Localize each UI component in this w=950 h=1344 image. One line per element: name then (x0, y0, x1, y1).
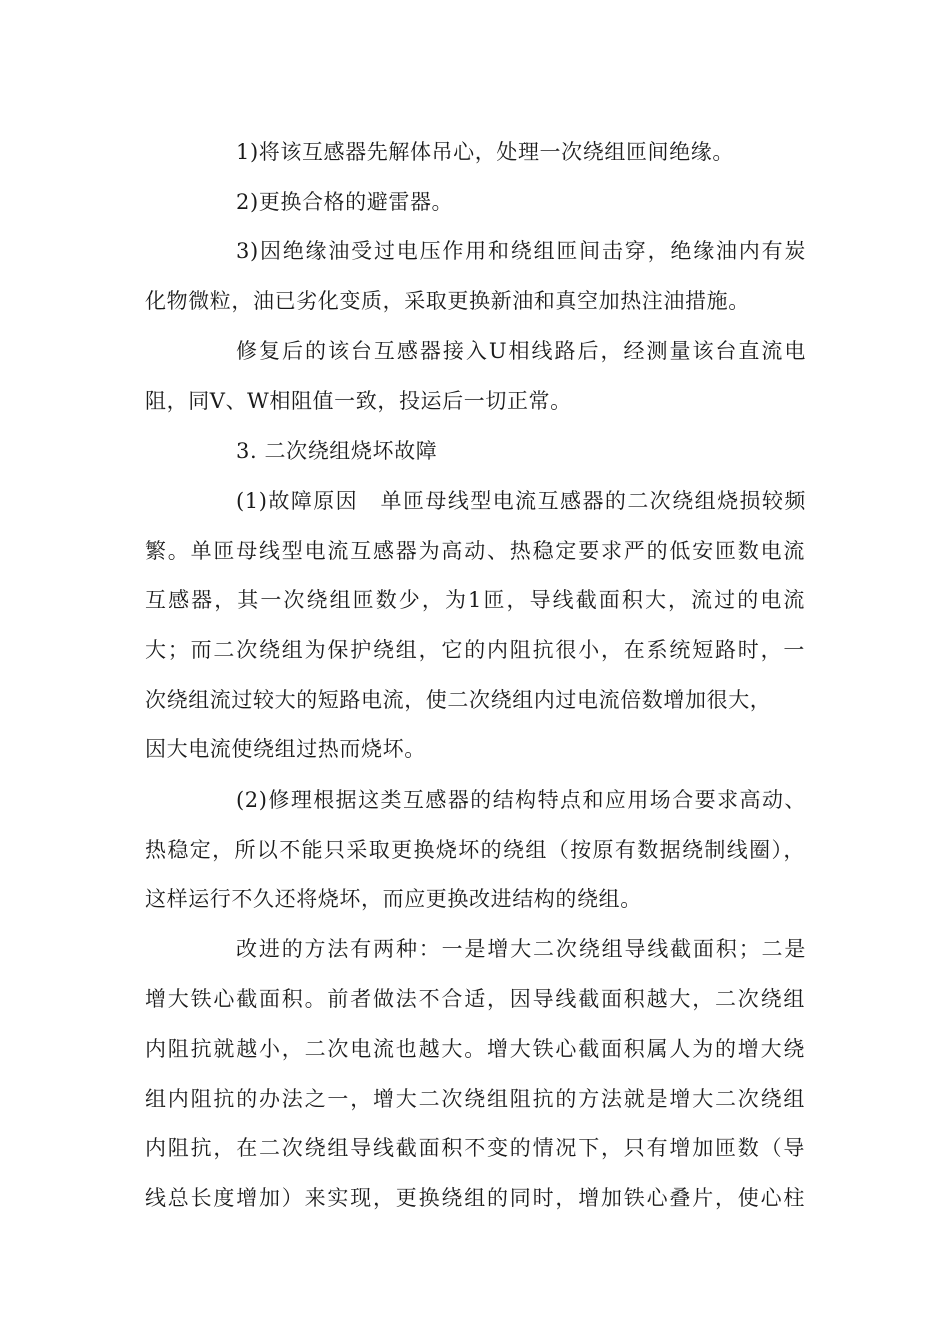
text-line: 组内阻抗的办法之一，增大二次绕组阻抗的方法就是增大二次绕组 (145, 1087, 805, 1111)
text-line: 大；而二次绕组为保护绕组，它的内阻抗很小，在系统短路时，一 (145, 638, 805, 662)
text-line: 这样运行不久还将烧坏，而应更换改进结构的绕组。 (145, 887, 642, 911)
text-line: 繁。单匝母线型电流互感器为高动、热稳定要求严的低安匝数电流 (145, 539, 805, 563)
text-line: 3)因绝缘油受过电压作用和绕组匝间击穿，绝缘油内有炭 (236, 239, 806, 263)
text-line: 内阻抗，在二次绕组导线截面积不变的情况下，只有增加匝数（导 (145, 1136, 805, 1160)
text-line: 增大铁心截面积。前者做法不合适，因导线截面积越大，二次绕组 (145, 987, 805, 1011)
text-line: 阻，同V、W相阻值一致，投运后一切正常。 (145, 389, 572, 413)
text-line: 改进的方法有两种：一是增大二次绕组导线截面积；二是 (236, 937, 806, 961)
text-line: 内阻抗就越小，二次电流也越大。增大铁心截面积属人为的增大绕 (145, 1037, 805, 1061)
text-line: 互感器，其一次绕组匝数少，为1匝，导线截面积大，流过的电流 (145, 588, 805, 612)
text-line: 2)更换合格的避雷器。 (236, 190, 454, 214)
text-line: 热稳定，所以不能只采取更换烧坏的绕组（按原有数据绕制线圈）， (145, 838, 805, 862)
text-line: 因大电流使绕组过热而烧坏。 (145, 737, 426, 761)
text-line: (2)修理根据这类互感器的结构特点和应用场合要求高动、 (236, 788, 806, 812)
text-line: 线总长度增加）来实现，更换绕组的同时，增加铁心叠片，使心柱 (145, 1186, 805, 1210)
text-line: 修复后的该台互感器接入U相线路后，经测量该台直流电 (236, 339, 806, 363)
text-line: 化物微粒，油已劣化变质，采取更换新油和真空加热注油措施。 (145, 289, 750, 313)
text-line: 1)将该互感器先解体吊心，处理一次绕组匝间绝缘。 (236, 140, 734, 164)
text-line: (1)故障原因 单匝母线型电流互感器的二次绕组烧损较频 (236, 489, 806, 513)
text-line: 次绕组流过较大的短路电流，使二次绕组内过电流倍数增加很大， (145, 688, 772, 712)
text-line: 3. 二次绕组烧坏故障 (236, 439, 438, 463)
